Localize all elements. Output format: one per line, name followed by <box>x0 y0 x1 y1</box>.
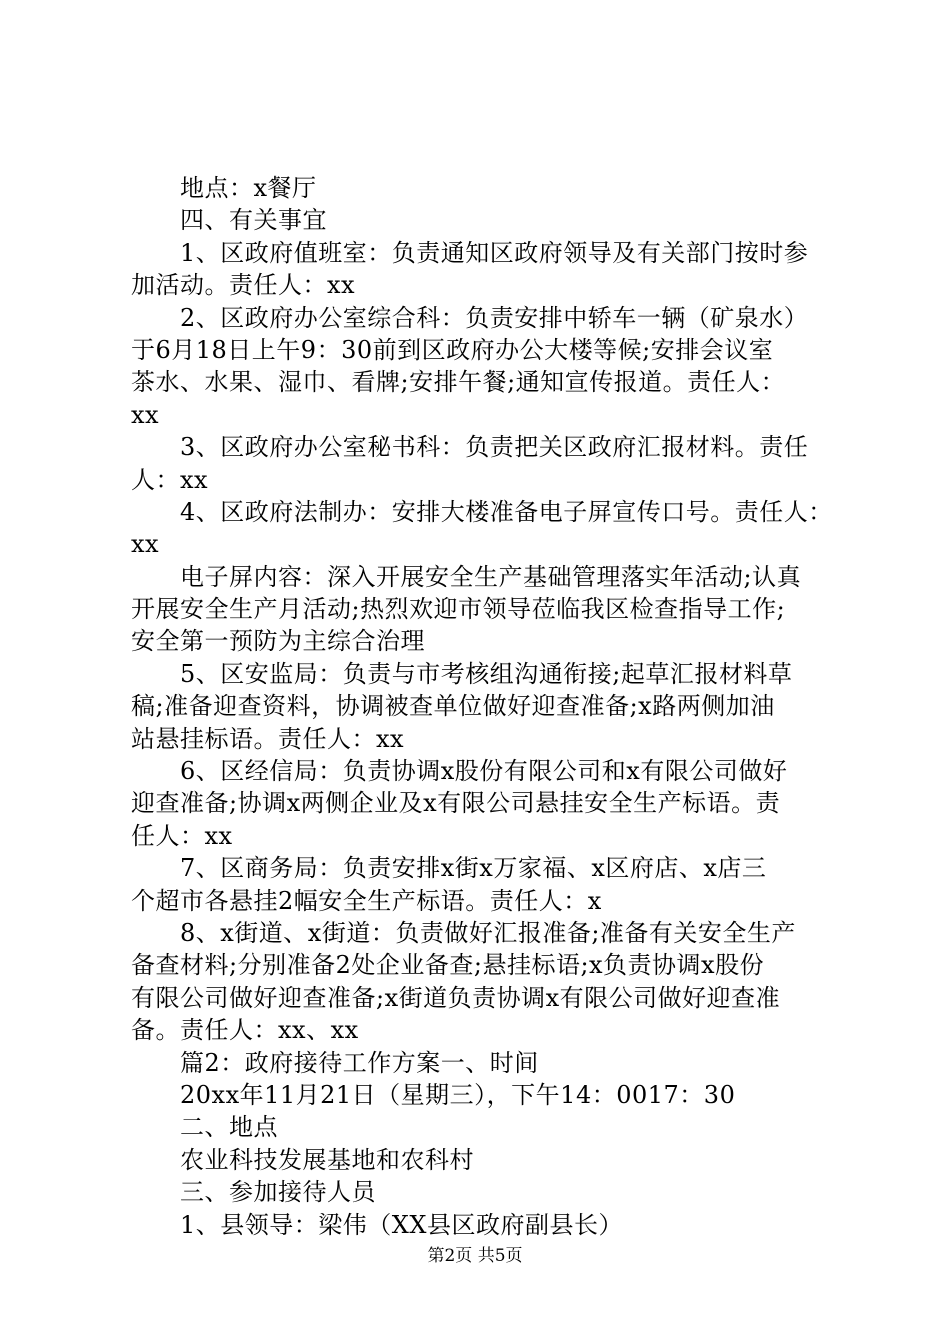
text-line: 个超市各悬挂2幅安全生产标语。责任人：x <box>131 886 602 915</box>
text-line: 安全第一预防为主综合治理 <box>131 627 425 656</box>
text-line: 1、区政府值班室：负责通知区政府领导及有关部门按时参 <box>180 238 809 267</box>
text-line: 稿;准备迎查资料，协调被查单位做好迎查准备;x路两侧加油 <box>131 692 775 721</box>
text-line: 农业科技发展基地和农科村 <box>180 1145 474 1174</box>
document-body <box>131 172 831 1241</box>
text-line: 备。责任人：xx、xx <box>131 1016 359 1045</box>
text-line: 站悬挂标语。责任人：xx <box>131 724 405 753</box>
text-line: xx <box>131 530 160 559</box>
text-line: 6、区经信局：负责协调x股份有限公司和x有限公司做好 <box>180 757 788 786</box>
text-line: 开展安全生产月活动;热烈欢迎市领导莅临我区检查指导工作; <box>131 595 786 624</box>
text-line: 3、区政府办公室秘书科：负责把关区政府汇报材料。责任 <box>180 433 809 462</box>
text-line: 4、区政府法制办：安排大楼准备电子屏宣传口号。责任人： <box>180 497 833 526</box>
text-line: 5、区安监局：负责与市考核组沟通衔接;起草汇报材料草 <box>180 659 793 688</box>
page-footer: 第2页 共5页 <box>427 1246 523 1266</box>
text-line: 1、县领导：梁伟（XX县区政府副县长） <box>180 1210 623 1239</box>
text-line: 任人：xx <box>131 821 233 850</box>
text-line: 四、有关事宜 <box>180 206 327 235</box>
text-line: 于6月18日上午9：30前到区政府办公大楼等候;安排会议室 <box>131 335 774 364</box>
text-line: 8、x街道、x街道：负责做好汇报准备;准备有关安全生产 <box>180 918 796 947</box>
text-line: 备查材料;分别准备2处企业备查;悬挂标语;x负责协调x股份 <box>131 951 765 980</box>
text-line: 加活动。责任人：xx <box>131 271 356 300</box>
text-line: 地点：x餐厅 <box>180 174 317 202</box>
text-line: 电子屏内容：深入开展安全生产基础管理落实年活动;认真 <box>180 562 802 591</box>
text-line: 三、参加接待人员 <box>180 1178 376 1207</box>
text-line: 20xx年11月21日（星期三），下午14：0017：30 <box>180 1080 736 1109</box>
text-line: 有限公司做好迎查准备;x街道负责协调x有限公司做好迎查准 <box>131 983 781 1012</box>
text-line: 人：xx <box>131 465 209 494</box>
text-line: 茶水、水果、湿巾、看牌;安排午餐;通知宣传报道。责任人： <box>131 368 786 397</box>
text-line: 二、地点 <box>180 1113 278 1142</box>
text-line: xx <box>131 400 160 429</box>
text-line: 7、区商务局：负责安排x街x万家福、x区府店、x店三 <box>180 854 767 883</box>
text-line: 篇2：政府接待工作方案一、时间 <box>180 1048 539 1077</box>
text-line: 2、区政府办公室综合科：负责安排中轿车一辆（矿泉水） <box>180 303 809 332</box>
text-line: 迎查准备;协调x两侧企业及x有限公司悬挂安全生产标语。责 <box>131 789 781 818</box>
